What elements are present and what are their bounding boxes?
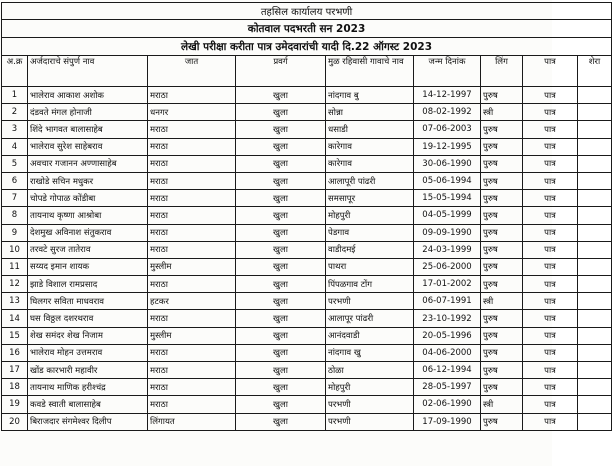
cell-eligibility: पात्र <box>523 293 578 310</box>
cell-gender: पुरुष <box>481 172 523 189</box>
col-header-sr: अ.क्र <box>2 56 28 87</box>
cell-dob: 04-05-1999 <box>414 207 481 224</box>
cell-caste: मराठा <box>148 379 236 396</box>
cell-remark <box>578 190 612 207</box>
col-header-dob: जन्म दिनांक <box>414 56 481 87</box>
cell-dob: 23-10-1992 <box>414 310 481 327</box>
cell-name: शिंदे भागवत बालासाहेब <box>28 121 148 138</box>
cell-caste: मराठा <box>148 276 236 293</box>
cell-village: आलापूर पांढरी <box>326 310 414 327</box>
cell-gender: पुरुष <box>481 310 523 327</box>
recruitment-title-row <box>2 20 612 38</box>
cell-eligibility: पात्र <box>523 258 578 275</box>
cell-gender: पुरुष <box>481 87 523 104</box>
cell-gender: पुरुष <box>481 327 523 344</box>
cell-remark <box>578 310 612 327</box>
cell-category: खुला <box>236 293 326 310</box>
cell-eligibility: पात्र <box>523 172 578 189</box>
cell-dob: 15-05-1994 <box>414 190 481 207</box>
cell-eligibility: पात्र <box>523 379 578 396</box>
cell-category: खुला <box>236 327 326 344</box>
cell-sr: 17 <box>2 362 28 379</box>
cell-gender: पुरुष <box>481 155 523 172</box>
table-row <box>2 276 612 293</box>
cell-remark <box>578 293 612 310</box>
cell-eligibility: पात्र <box>523 344 578 361</box>
cell-category: खुला <box>236 396 326 413</box>
cell-sr: 1 <box>2 87 28 104</box>
cell-sr: 15 <box>2 327 28 344</box>
cell-category: खुला <box>236 379 326 396</box>
cell-sr: 4 <box>2 138 28 155</box>
cell-village: मोहपुरी <box>326 207 414 224</box>
cell-sr: 2 <box>2 104 28 121</box>
cell-remark <box>578 87 612 104</box>
cell-sr: 18 <box>2 379 28 396</box>
cell-remark <box>578 104 612 121</box>
cell-village: परभणी <box>326 396 414 413</box>
cell-dob: 07-06-2003 <box>414 121 481 138</box>
table-row <box>2 241 612 258</box>
table-row <box>2 362 612 379</box>
cell-category: खुला <box>236 241 326 258</box>
cell-village: पाथरा <box>326 258 414 275</box>
cell-remark <box>578 379 612 396</box>
cell-remark <box>578 138 612 155</box>
cell-remark <box>578 344 612 361</box>
cell-remark <box>578 362 612 379</box>
cell-category: खुला <box>236 258 326 275</box>
candidate-list-table <box>1 2 612 431</box>
cell-category: खुला <box>236 413 326 430</box>
cell-gender: पुरुष <box>481 379 523 396</box>
cell-name: घिलगर सविता माधवराव <box>28 293 148 310</box>
cell-sr: 11 <box>2 258 28 275</box>
cell-dob: 02-06-1990 <box>414 396 481 413</box>
cell-remark <box>578 207 612 224</box>
column-header-row <box>2 56 612 87</box>
cell-village: आलापूरी पांढरी <box>326 172 414 189</box>
table-row <box>2 138 612 155</box>
cell-village: नांदगाव बु <box>326 87 414 104</box>
cell-caste: मराठा <box>148 121 236 138</box>
cell-sr: 19 <box>2 396 28 413</box>
table-row <box>2 310 612 327</box>
cell-category: खुला <box>236 344 326 361</box>
cell-category: खुला <box>236 207 326 224</box>
cell-gender: पुरुष <box>481 121 523 138</box>
cell-category: खुला <box>236 224 326 241</box>
cell-sr: 14 <box>2 310 28 327</box>
col-header-village: मुळ रहिवासी गावाचे नाव <box>326 56 414 87</box>
cell-village: पिंपळगाव टोंग <box>326 276 414 293</box>
table-row <box>2 293 612 310</box>
cell-gender: पुरुष <box>481 344 523 361</box>
cell-eligibility: पात्र <box>523 413 578 430</box>
cell-category: खुला <box>236 138 326 155</box>
table-row <box>2 190 612 207</box>
cell-name: राखोडे सचिन मधुकर <box>28 172 148 189</box>
cell-name: कवडे स्वाती बालासाहेब <box>28 396 148 413</box>
cell-name: दंडवते मंगल होनाजी <box>28 104 148 121</box>
list-title-row <box>2 38 612 56</box>
cell-dob: 25-06-2000 <box>414 258 481 275</box>
cell-dob: 17-01-2002 <box>414 276 481 293</box>
cell-remark <box>578 241 612 258</box>
cell-eligibility: पात्र <box>523 224 578 241</box>
cell-name: भालेराव मोहन उत्तमराव <box>28 344 148 361</box>
cell-caste: मराठा <box>148 190 236 207</box>
office-title: तहसिल कार्यालय परभणी <box>2 3 612 20</box>
cell-name: शेख समंदर शेख निजाम <box>28 327 148 344</box>
cell-gender: पुरुष <box>481 413 523 430</box>
table-row <box>2 121 612 138</box>
cell-caste: मराठा <box>148 87 236 104</box>
cell-remark <box>578 172 612 189</box>
col-header-eligibility: पात्र <box>523 56 578 87</box>
cell-sr: 16 <box>2 344 28 361</box>
cell-name: घस विठ्ठल दशरथराव <box>28 310 148 327</box>
cell-gender: पुरुष <box>481 224 523 241</box>
cell-eligibility: पात्र <box>523 190 578 207</box>
cell-name: खोंड कारभारी महावीर <box>28 362 148 379</box>
cell-caste: लिंगायत <box>148 413 236 430</box>
cell-sr: 12 <box>2 276 28 293</box>
cell-gender: स्त्री <box>481 396 523 413</box>
table-row <box>2 155 612 172</box>
table-row <box>2 379 612 396</box>
cell-name: भालेराव सुरेश साहेबराव <box>28 138 148 155</box>
cell-name: अवचार गजानन अण्णासाहेब <box>28 155 148 172</box>
cell-eligibility: पात्र <box>523 138 578 155</box>
cell-caste: मराठा <box>148 241 236 258</box>
cell-remark <box>578 413 612 430</box>
cell-category: खुला <box>236 87 326 104</box>
cell-dob: 08-02-1992 <box>414 104 481 121</box>
cell-category: खुला <box>236 310 326 327</box>
cell-village: ठोळा <box>326 362 414 379</box>
cell-gender: स्त्री <box>481 293 523 310</box>
cell-caste: मराठा <box>148 344 236 361</box>
cell-sr: 9 <box>2 224 28 241</box>
cell-eligibility: पात्र <box>523 362 578 379</box>
table-row <box>2 104 612 121</box>
cell-eligibility: पात्र <box>523 396 578 413</box>
recruitment-title: कोतवाल पदभरती सन 2023 <box>2 20 612 38</box>
cell-gender: पुरुष <box>481 241 523 258</box>
cell-name: चोपडे गोपाळ कोंडीबा <box>28 190 148 207</box>
cell-dob: 17-09-1990 <box>414 413 481 430</box>
cell-eligibility: पात्र <box>523 327 578 344</box>
cell-village: कारेगाव <box>326 155 414 172</box>
cell-category: खुला <box>236 190 326 207</box>
cell-eligibility: पात्र <box>523 87 578 104</box>
cell-caste: मराठा <box>148 396 236 413</box>
cell-village: धसाडी <box>326 121 414 138</box>
cell-category: खुला <box>236 104 326 121</box>
cell-village: नांदगाव खु <box>326 344 414 361</box>
table-body <box>2 87 612 431</box>
table-row <box>2 207 612 224</box>
cell-village: सोन्ना <box>326 104 414 121</box>
cell-village: समसापूर <box>326 190 414 207</box>
cell-gender: पुरुष <box>481 138 523 155</box>
cell-eligibility: पात्र <box>523 104 578 121</box>
office-title-row <box>2 3 612 20</box>
cell-caste: मुस्लीम <box>148 258 236 275</box>
cell-caste: हटकर <box>148 293 236 310</box>
cell-caste: मराठा <box>148 138 236 155</box>
cell-caste: मराठा <box>148 362 236 379</box>
cell-name: भालेराव आकाश अशोक <box>28 87 148 104</box>
cell-dob: 14-12-1997 <box>414 87 481 104</box>
cell-dob: 20-05-1996 <box>414 327 481 344</box>
cell-caste: मराठा <box>148 207 236 224</box>
cell-sr: 6 <box>2 172 28 189</box>
cell-gender: पुरुष <box>481 190 523 207</box>
cell-name: तायनाथ माणिक हरीश्चंद्र <box>28 379 148 396</box>
cell-dob: 30-06-1990 <box>414 155 481 172</box>
cell-remark <box>578 121 612 138</box>
cell-category: खुला <box>236 362 326 379</box>
col-header-category: प्रवर्ग <box>236 56 326 87</box>
cell-village: पेडगाव <box>326 224 414 241</box>
cell-caste: मराठा <box>148 310 236 327</box>
cell-caste: मुस्लीम <box>148 327 236 344</box>
cell-caste: मराठा <box>148 172 236 189</box>
cell-eligibility: पात्र <box>523 241 578 258</box>
cell-dob: 05-06-1994 <box>414 172 481 189</box>
cell-sr: 7 <box>2 190 28 207</box>
cell-eligibility: पात्र <box>523 155 578 172</box>
col-header-gender: लिंग <box>481 56 523 87</box>
cell-dob: 06-07-1991 <box>414 293 481 310</box>
cell-category: खुला <box>236 121 326 138</box>
cell-remark <box>578 396 612 413</box>
table-row <box>2 87 612 104</box>
table-row <box>2 327 612 344</box>
cell-village: मोहपुरी <box>326 379 414 396</box>
cell-dob: 19-12-1995 <box>414 138 481 155</box>
cell-eligibility: पात्र <box>523 276 578 293</box>
table-row <box>2 344 612 361</box>
cell-village: परभणी <box>326 293 414 310</box>
cell-dob: 04-06-2000 <box>414 344 481 361</box>
cell-eligibility: पात्र <box>523 121 578 138</box>
cell-sr: 10 <box>2 241 28 258</box>
cell-name: देशमुख अविनाश संतुकराव <box>28 224 148 241</box>
cell-name: सय्यद इमान शायक <box>28 258 148 275</box>
cell-village: परभणी <box>326 413 414 430</box>
cell-dob: 28-05-1997 <box>414 379 481 396</box>
table-row <box>2 413 612 430</box>
cell-name: तायनाथ कृष्णा आश्रोबा <box>28 207 148 224</box>
cell-village: वाडीदमई <box>326 241 414 258</box>
cell-name: बिराजदार संगमेश्वर दिलीप <box>28 413 148 430</box>
cell-gender: पुरुष <box>481 207 523 224</box>
col-header-caste: जात <box>148 56 236 87</box>
table-row <box>2 224 612 241</box>
cell-sr: 3 <box>2 121 28 138</box>
cell-gender: स्त्री <box>481 104 523 121</box>
cell-remark <box>578 276 612 293</box>
cell-sr: 20 <box>2 413 28 430</box>
cell-gender: पुरुष <box>481 362 523 379</box>
cell-dob: 24-03-1999 <box>414 241 481 258</box>
cell-village: कारेगाव <box>326 138 414 155</box>
cell-gender: पुरुष <box>481 276 523 293</box>
cell-sr: 5 <box>2 155 28 172</box>
cell-caste: मराठा <box>148 155 236 172</box>
table-row <box>2 172 612 189</box>
cell-caste: मराठा <box>148 224 236 241</box>
cell-gender: पुरुष <box>481 258 523 275</box>
col-header-remark: शेरा <box>578 56 612 87</box>
table-row <box>2 258 612 275</box>
cell-sr: 8 <box>2 207 28 224</box>
cell-sr: 13 <box>2 293 28 310</box>
list-title: लेखी परीक्षा करीता पात्र उमेदवारांची यादी दि.22 ऑगस्ट 2023 <box>2 38 612 56</box>
cell-remark <box>578 258 612 275</box>
cell-category: खुला <box>236 155 326 172</box>
cell-remark <box>578 155 612 172</box>
cell-dob: 06-12-1994 <box>414 362 481 379</box>
cell-remark <box>578 327 612 344</box>
cell-dob: 09-09-1990 <box>414 224 481 241</box>
col-header-name: अर्जदाराचे संपुर्ण नाव <box>28 56 148 87</box>
cell-caste: धनगर <box>148 104 236 121</box>
cell-eligibility: पात्र <box>523 310 578 327</box>
cell-remark <box>578 224 612 241</box>
cell-name: झाडे विशाल रामप्रसाद <box>28 276 148 293</box>
cell-village: आनंदवाडी <box>326 327 414 344</box>
cell-eligibility: पात्र <box>523 207 578 224</box>
cell-category: खुला <box>236 172 326 189</box>
cell-name: तरवटे सुरज तातेराव <box>28 241 148 258</box>
cell-category: खुला <box>236 276 326 293</box>
table-row <box>2 396 612 413</box>
